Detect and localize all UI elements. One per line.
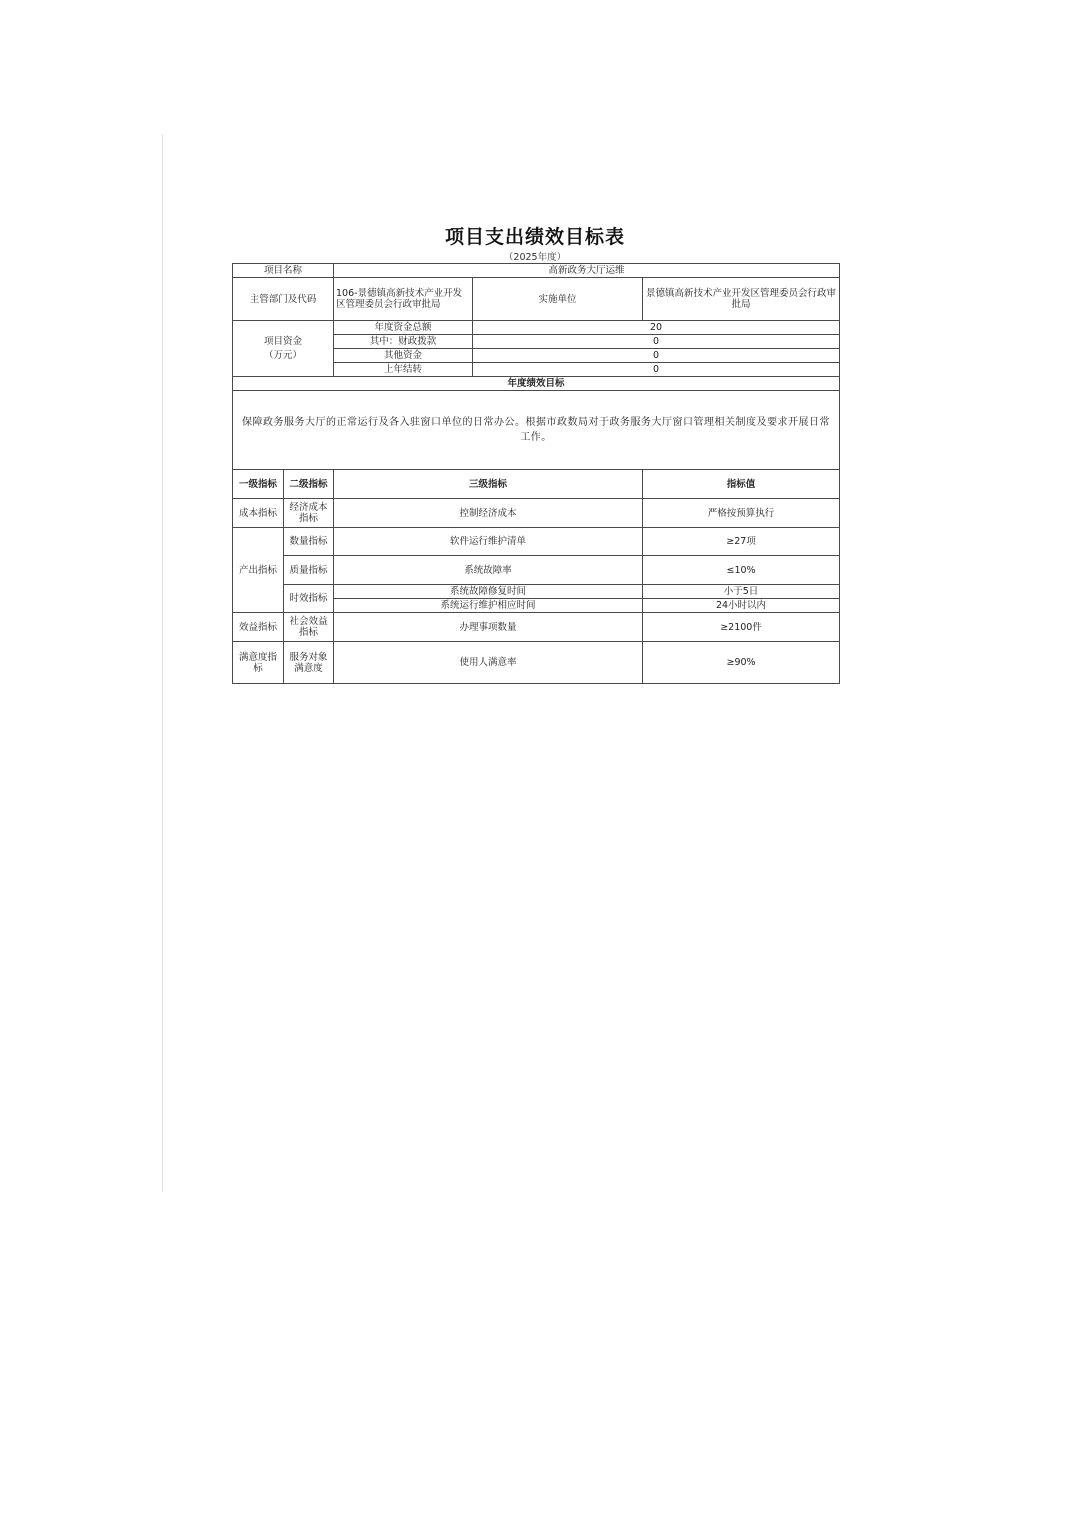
indicator-l2: 服务对象满意度 [284, 642, 334, 684]
indicator-value: ≤10% [643, 556, 840, 585]
indicator-l3: 软件运行维护清单 [334, 528, 643, 556]
indicator-l1: 效益指标 [233, 613, 284, 642]
carryover-label: 上年结转 [334, 363, 473, 377]
table-row [233, 278, 840, 321]
table-row [233, 264, 840, 278]
project-name-value: 高新政务大厅运维 [334, 264, 840, 278]
indicator-l2: 时效指标 [284, 585, 334, 613]
fiscal-value: 0 [473, 335, 840, 349]
annual-goal-header: 年度绩效目标 [233, 377, 840, 391]
document-year: （2025年度） [503, 252, 567, 263]
indicator-value: 小于5日 [643, 585, 840, 599]
table-row [233, 391, 840, 470]
indicator-l1: 满意度指标 [233, 642, 284, 684]
level1-header: 一级指标 [233, 470, 284, 499]
indicator-l2: 数量指标 [284, 528, 334, 556]
table-row [233, 642, 840, 684]
indicator-l3: 控制经济成本 [334, 499, 643, 528]
performance-target-table [232, 263, 840, 684]
indicator-l1: 产出指标 [233, 528, 284, 613]
table-row [233, 470, 840, 499]
indicator-l3: 使用人满意率 [334, 642, 643, 684]
table-row [233, 377, 840, 391]
indicator-l3: 系统故障修复时间 [334, 585, 643, 599]
table-row [233, 321, 840, 335]
indicator-value: 严格按预算执行 [643, 499, 840, 528]
table-row [233, 499, 840, 528]
dept-value: 106-景德镇高新技术产业开发区管理委员会行政审批局 [334, 278, 473, 321]
other-funds-label: 其他资金 [334, 349, 473, 363]
impl-unit-label: 实施单位 [473, 278, 643, 321]
annual-total-label: 年度资金总额 [334, 321, 473, 335]
indicator-value: ≥90% [643, 642, 840, 684]
other-funds-value: 0 [473, 349, 840, 363]
indicator-l1: 成本指标 [233, 499, 284, 528]
indicator-l2: 社会效益指标 [284, 613, 334, 642]
fiscal-label: 其中：财政拨款 [334, 335, 473, 349]
dept-label: 主管部门及代码 [233, 278, 334, 321]
indicator-value: 24小时以内 [643, 599, 840, 613]
indicator-value: ≥2100件 [643, 613, 840, 642]
indicator-l3: 办理事项数量 [334, 613, 643, 642]
table-row [233, 613, 840, 642]
funds-label: 项目资金 （万元） [233, 321, 334, 377]
table-row [233, 528, 840, 556]
annual-goal-text: 保障政务服务大厅的正常运行及各入驻窗口单位的日常办公。根据市政数局对于政务服务大厅窗口管理相关制度及要求开展日常工作。 [233, 391, 840, 470]
table-row [233, 556, 840, 585]
level3-header: 三级指标 [334, 470, 643, 499]
target-value-header: 指标值 [643, 470, 840, 499]
indicator-l3: 系统运行维护相应时间 [334, 599, 643, 613]
annual-total-value: 20 [473, 321, 840, 335]
indicator-value: ≥27项 [643, 528, 840, 556]
indicator-l2: 质量指标 [284, 556, 334, 585]
indicator-l2: 经济成本指标 [284, 499, 334, 528]
impl-unit-value: 景德镇高新技术产业开发区管理委员会行政审批局 [643, 278, 840, 321]
level2-header: 二级指标 [284, 470, 334, 499]
carryover-value: 0 [473, 363, 840, 377]
project-name-label: 项目名称 [233, 264, 334, 278]
page-margin-line [162, 134, 163, 1192]
table-row [233, 585, 840, 599]
indicator-l3: 系统故障率 [334, 556, 643, 585]
document-title: 项目支出绩效目标表 [444, 226, 625, 248]
